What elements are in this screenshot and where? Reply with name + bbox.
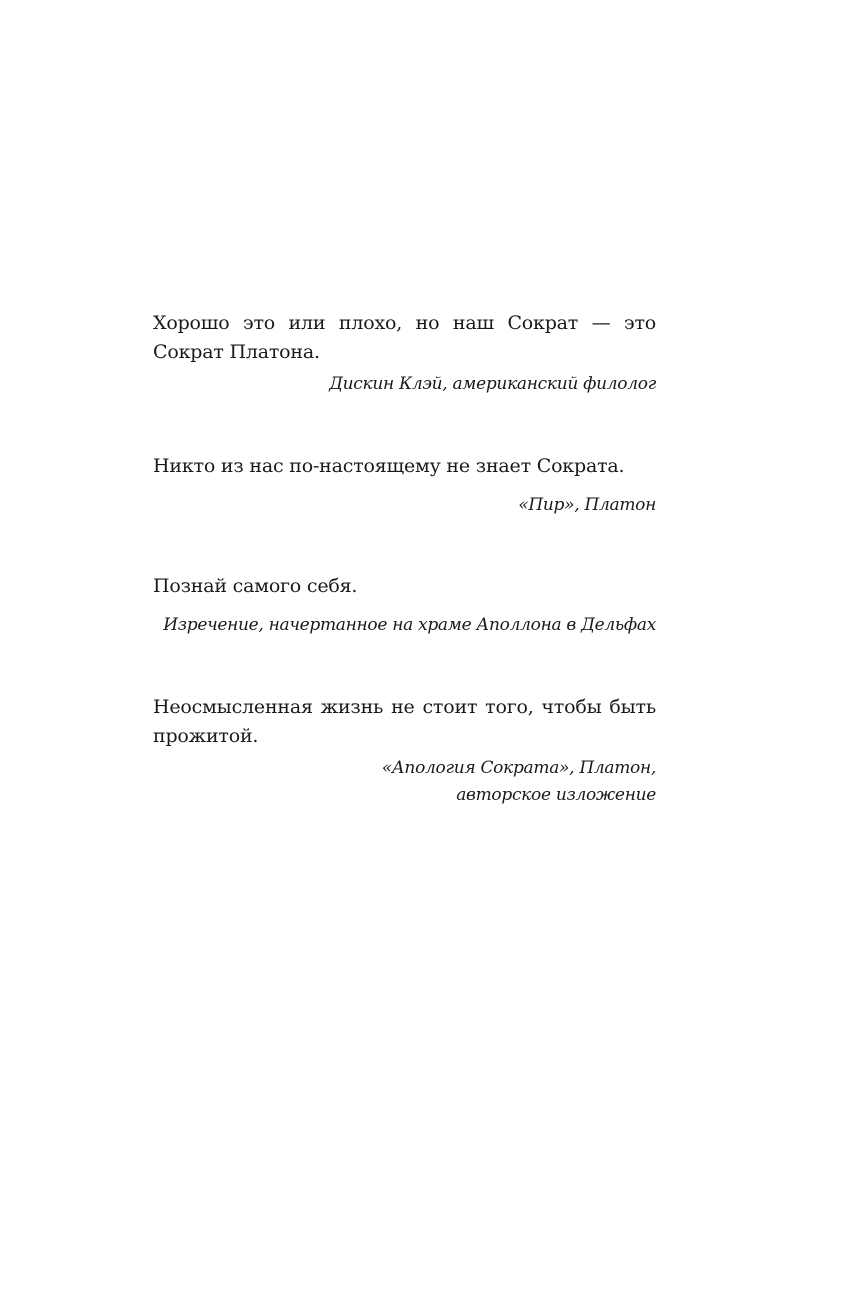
epigraph-3-source — [153, 612, 656, 639]
epigraph-1-text: Хорошо это или плохо, но наш Сократ — это Сократ Платона. — [153, 312, 656, 363]
epigraph-2 — [153, 452, 656, 519]
epigraph-2-source-line: «Пир», Платон — [518, 495, 656, 515]
epigraph-4 — [153, 693, 656, 809]
epigraph-4-source-line-2: авторское изложение — [456, 785, 656, 805]
epigraph-3-text: Познай самого себя. — [153, 575, 358, 597]
epigraph-3 — [153, 572, 656, 639]
epigraph-2-text: Никто из нас по-настоящему не знает Сократа. — [153, 455, 625, 477]
epigraph-1-source — [153, 371, 656, 398]
epigraph-4-source-line-1: «Апология Сократа», Платон, — [381, 758, 656, 778]
epigraph-1 — [153, 309, 656, 398]
epigraph-1-source-line: Дискин Клэй, американский филолог — [329, 374, 656, 394]
epigraph-3-source-line: Изречение, начертанное на храме Аполлона в Дельфах — [163, 615, 656, 635]
epigraph-4-source — [153, 755, 656, 809]
epigraph-2-source — [153, 492, 656, 519]
epigraph-4-text: Неосмысленная жизнь не стоит того, чтобы быть прожитой. — [153, 696, 656, 747]
